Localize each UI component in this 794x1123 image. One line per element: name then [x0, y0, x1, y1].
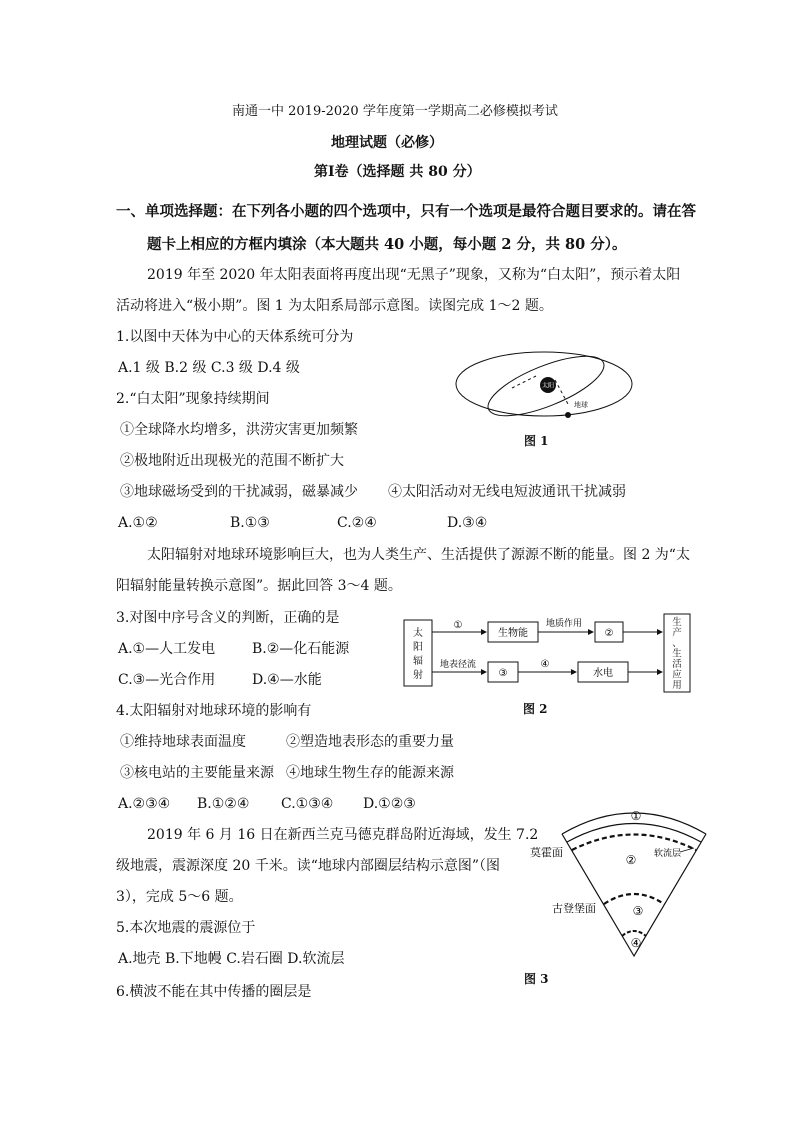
- moho-label: 莫霍面: [530, 846, 563, 859]
- q4-item1: ①维持地球表面温度: [120, 734, 246, 750]
- q3-option-d: D.④—水能: [252, 672, 322, 688]
- passage1-line1: 2019 年至 2020 年太阳表面将再度出现“无黑子”现象，又称为“白太阳”，预示着太阳: [147, 267, 681, 283]
- use-char-4: 生: [672, 648, 682, 660]
- source-char-4: 射: [413, 670, 423, 681]
- layer-n2: ②: [625, 853, 637, 867]
- q3-option-c: C.③—光合作用: [118, 672, 216, 688]
- earth-label: 地球: [574, 401, 588, 409]
- q1-options: A.1 级 B.2 级 C.3 级 D.4 级: [118, 360, 300, 376]
- q2-item1: ①全球降水均增多，洪涝灾害更加频繁: [120, 422, 358, 438]
- q3-option-a: A.①—人工发电: [118, 641, 216, 657]
- source-char-2: 阳: [413, 642, 423, 653]
- layer-n4: ④: [630, 936, 642, 950]
- q2-item4: ④太阳活动对无线电短波通讯干扰减弱: [388, 484, 626, 500]
- figure1-caption: 图 1: [524, 434, 549, 448]
- passage3-line2: 级地震，震源深度 20 千米。读“地球内部圈层结构示意图”（图: [116, 858, 501, 874]
- box-n2: ②: [604, 628, 614, 639]
- q4-item4: ④地球生物生存的能源来源: [286, 765, 454, 781]
- q6-stem: 6.横波不能在其中传播的圈层是: [116, 984, 312, 1000]
- section-heading-line1: 一、单项选择题：在下列各小题的四个选项中，只有一个选项是最符合题目要求的。请在答: [116, 203, 696, 220]
- surface-runoff-label: 地表径流: [439, 660, 477, 670]
- figure3-caption: 图 3: [524, 972, 549, 986]
- passage3-line3: 3），完成 5～6 题。: [116, 889, 243, 905]
- q4-option-d: D.①②③: [363, 796, 416, 812]
- passage3-line1: 2019 年 6 月 16 日在新西兰克马德克群岛附近海域，发生 7.2: [147, 827, 539, 843]
- source-char-1: 太: [413, 628, 423, 639]
- use-char-5: 活: [672, 659, 682, 670]
- sun-label: 太阳: [541, 382, 555, 390]
- use-char-7: 用: [672, 680, 682, 691]
- layer-n1: ①: [630, 809, 642, 823]
- q3-stem: 3.对图中序号含义的判断，正确的是: [116, 610, 340, 626]
- exam-subject: 地理试题（必修）: [331, 135, 443, 151]
- use-char-1: 生: [672, 617, 682, 628]
- passage1-line2: 活动将进入“极小期”。图 1 为太阳系局部示意图。读图完成 1～2 题。: [116, 298, 553, 314]
- q4-option-a: A.②③④: [118, 796, 171, 812]
- label-n1: ①: [453, 620, 463, 631]
- q2-stem: 2.“白太阳”现象持续期间: [116, 391, 270, 407]
- q1-stem: 1.以图中天体为中心的天体系统可分为: [116, 329, 354, 345]
- q2-option-b: B.①③: [230, 515, 270, 531]
- q3-option-b: B.②—化石能源: [252, 641, 350, 657]
- q4-option-c: C.①③④: [281, 796, 334, 812]
- figure2-caption: 图 2: [523, 702, 548, 716]
- figure1-solar-system-diagram: [452, 342, 652, 424]
- section-heading-line2: 题卡上相应的方框内填涂（本大题共 40 小题，每小题 2 分，共 80 分）。: [147, 236, 627, 253]
- layer-n3: ③: [632, 904, 644, 918]
- bio-energy-box: 生物能: [498, 628, 528, 639]
- passage2-line2: 阳辐射能量转换示意图”。据此回答 3～4 题。: [116, 578, 402, 594]
- label-n4: ④: [540, 659, 550, 670]
- use-char-6: 应: [672, 669, 682, 681]
- use-char-2: 产: [672, 627, 682, 639]
- q4-stem: 4.太阳辐射对地球环境的影响有: [116, 703, 312, 719]
- q4-item3: ③核电站的主要能量来源: [120, 765, 274, 781]
- q2-item2: ②极地附近出现极光的范围不断扩大: [120, 453, 344, 469]
- q5-stem: 5.本次地震的震源位于: [116, 920, 256, 936]
- gutenberg-label: 古登堡面: [552, 902, 596, 915]
- box-n3: ③: [498, 668, 508, 679]
- q4-option-b: B.①②④: [197, 796, 250, 812]
- q2-item3: ③地球磁场受到的干扰减弱，磁暴减少: [120, 484, 358, 500]
- q2-option-a: A.①②: [118, 515, 158, 531]
- q5-options: A.地壳 B.下地幔 C.岩石圈 D.软流层: [118, 951, 345, 967]
- figure3-earth-interior-diagram: [520, 800, 730, 962]
- exam-school-line: 南通一中 2019-2020 学年度第一学期高二必修模拟考试: [232, 104, 558, 119]
- q4-item2: ②塑造地表形态的重要力量: [286, 734, 454, 750]
- q2-option-d: D.③④: [447, 515, 488, 531]
- figure2-energy-conversion-diagram: [400, 612, 700, 696]
- geologic-process-label: 地质作用: [545, 619, 583, 629]
- hydropower-box: 水电: [593, 668, 613, 679]
- use-char-3: 、: [672, 638, 682, 649]
- passage2-line1: 太阳辐射对地球环境影响巨大，也为人类生产、生活提供了源源不断的能量。图 2 为“太: [147, 547, 690, 563]
- asthenosphere-label: 软流层: [654, 849, 682, 859]
- exam-volume: 第Ⅰ卷（选择题 共 80 分）: [314, 164, 481, 180]
- source-char-3: 辐: [413, 656, 423, 667]
- q2-option-c: C.②④: [337, 515, 377, 531]
